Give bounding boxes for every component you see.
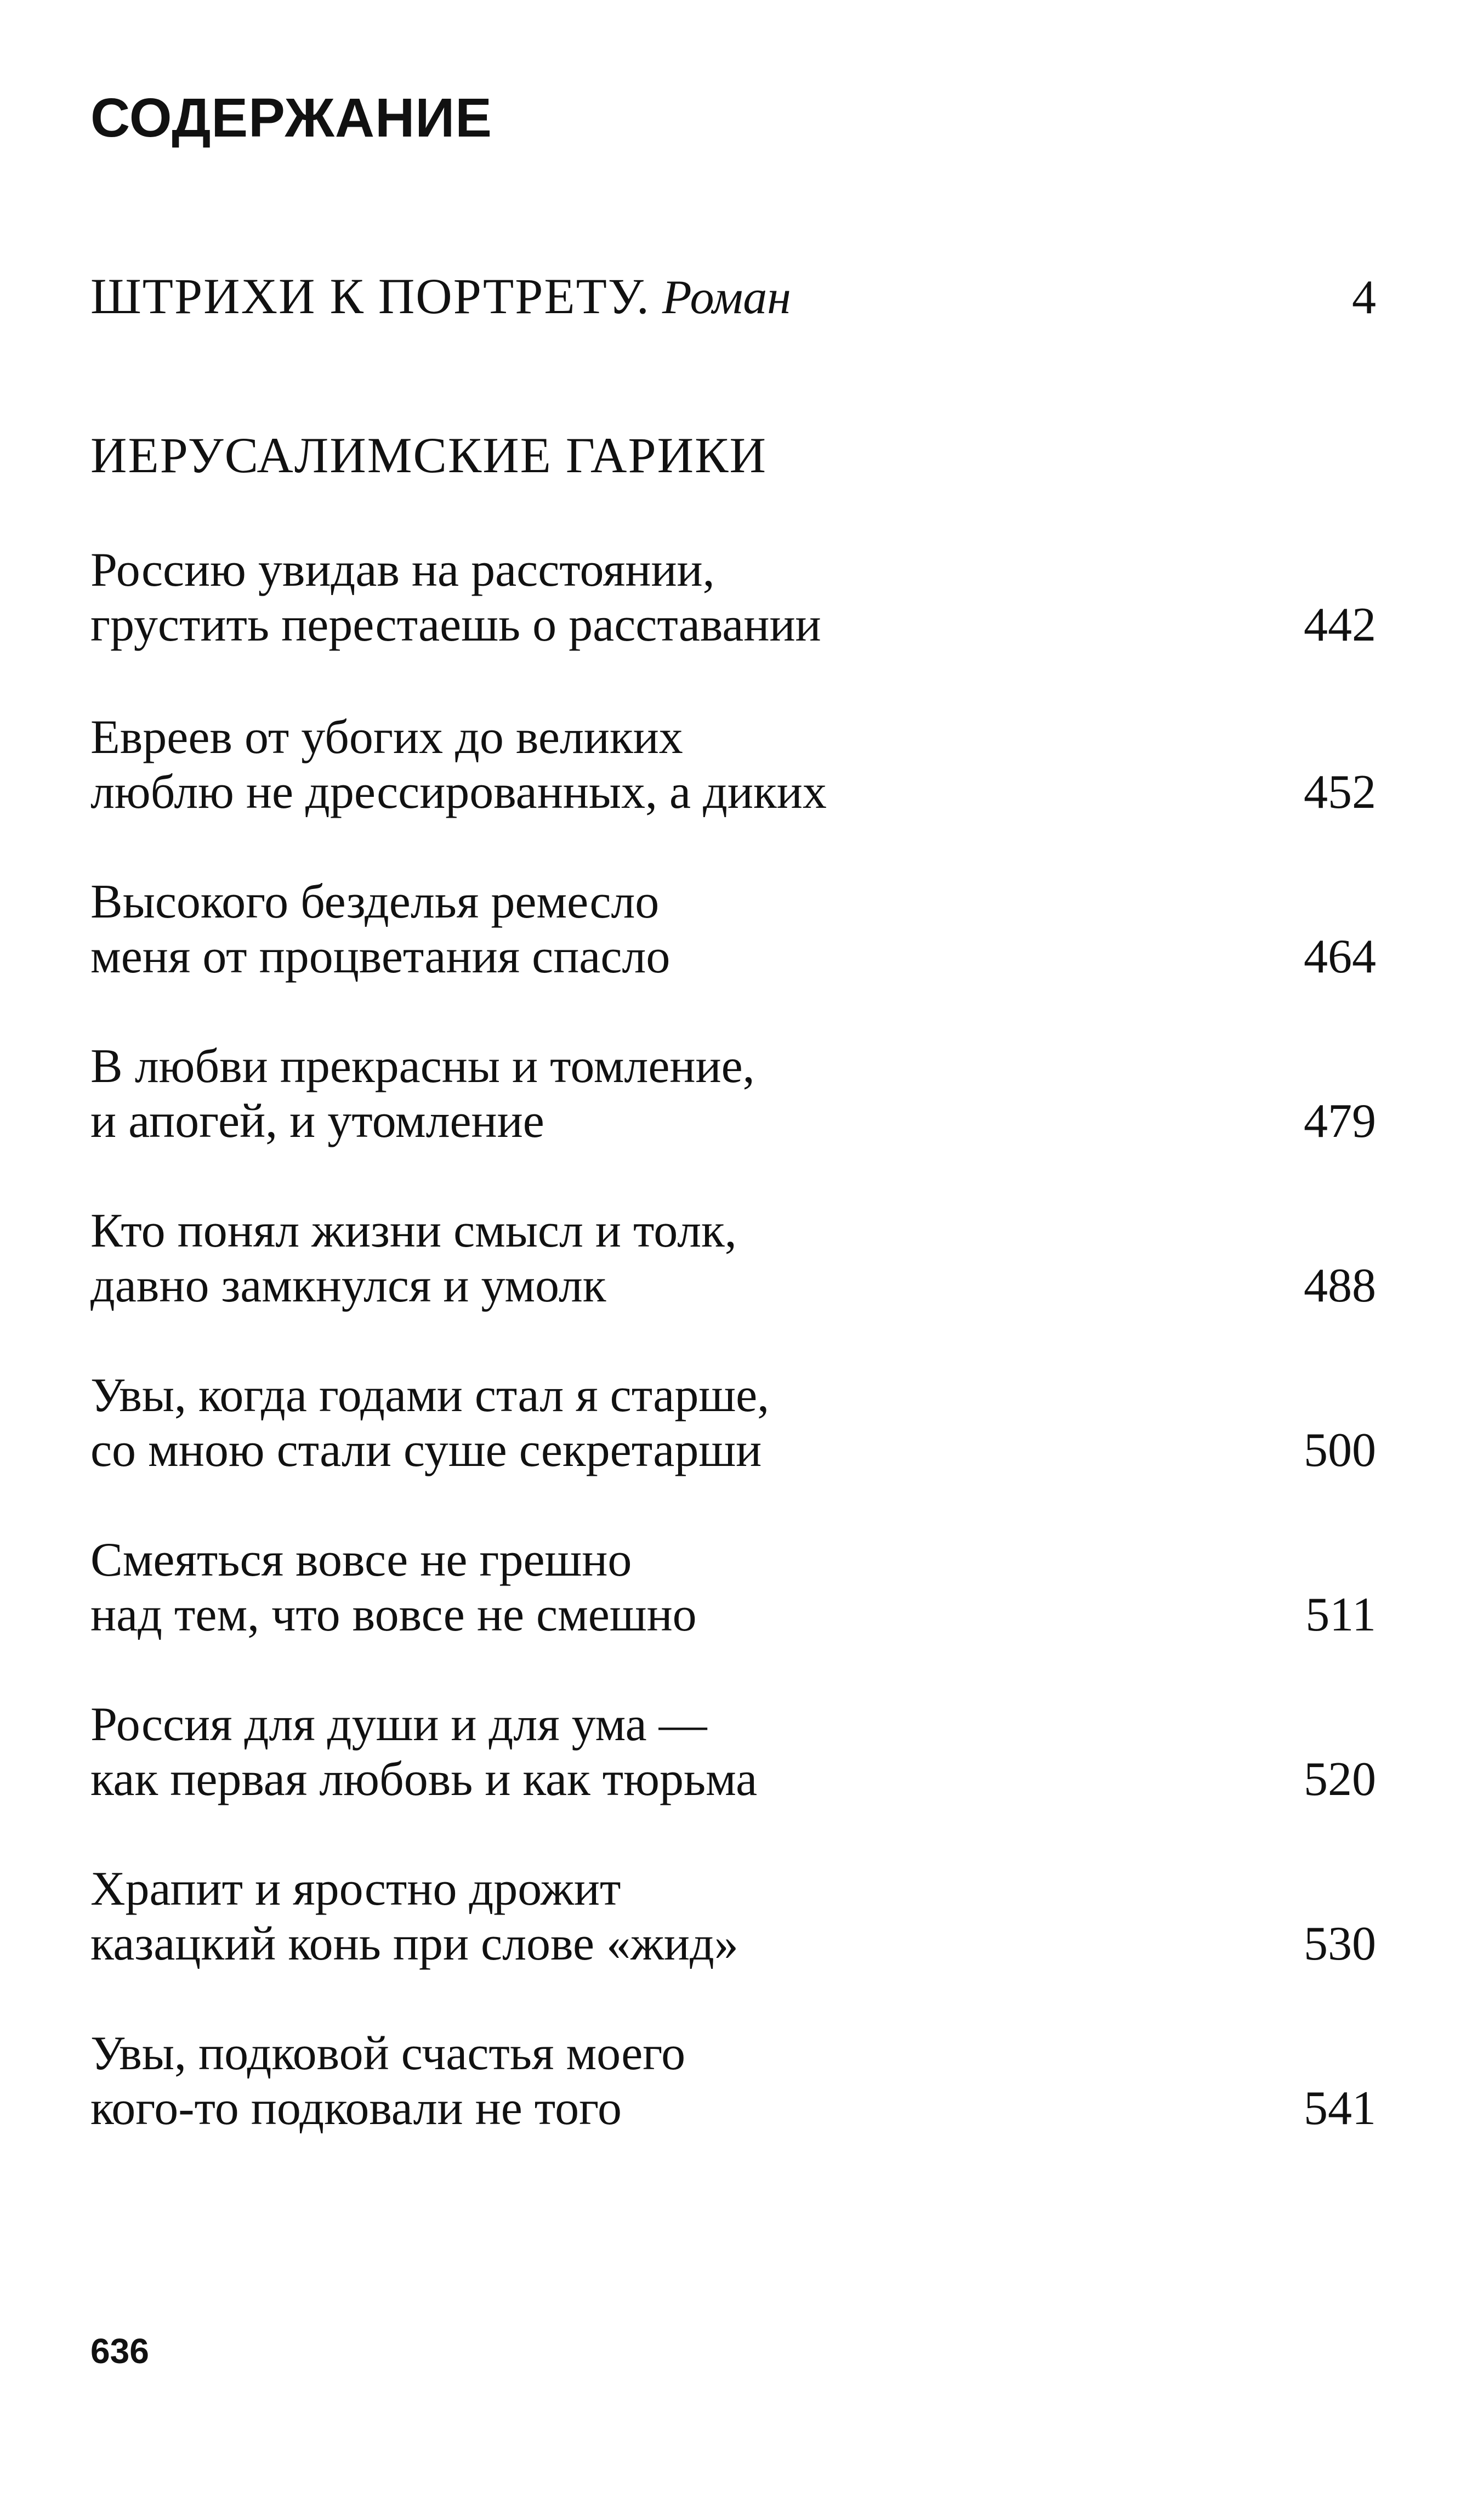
toc-entry <box>90 710 1376 820</box>
toc-entry-line-2: как первая любовь и как тюрьма <box>90 1753 758 1806</box>
toc-page-number: 500 <box>1304 1424 1376 1477</box>
toc-entry-line-2: кого-то подковали не того <box>90 2082 622 2135</box>
toc-entry-line-2: давно замкнулся и умолк <box>90 1259 606 1312</box>
novel-genre: Роман <box>662 271 791 324</box>
toc-entry-line-1: Смеяться вовсе не грешно <box>90 1533 632 1587</box>
toc-entry <box>90 543 1376 653</box>
toc-entry-line-1: Россия для души и для ума — <box>90 1698 707 1751</box>
toc-page-number: 541 <box>1304 2082 1376 2135</box>
toc-entry-title <box>90 269 1376 325</box>
toc-entry-line-1: Кто понял жизни смысл и толк, <box>90 1204 737 1258</box>
toc-page-number: 452 <box>1304 766 1376 819</box>
section-title: ИЕРУСАЛИМСКИЕ ГАРИКИ <box>90 427 767 483</box>
toc-entry-line-1: В любви прекрасны и томление, <box>90 1040 755 1093</box>
toc-entry-line-2: и апогей, и утомление <box>90 1095 544 1148</box>
toc-entry <box>90 1039 1376 1149</box>
toc-entry-line-1: Увы, подковой счастья моего <box>90 2027 686 2080</box>
toc-entry-line-2: казацкий конь при слове «жид» <box>90 1917 738 1970</box>
toc-entry-line-2: грустить перестаешь о расставании <box>90 598 821 652</box>
toc-entry <box>90 1204 1376 1313</box>
toc-entry-line-1: Храпит и яростно дрожит <box>90 1862 621 1916</box>
toc-page-number: 488 <box>1304 1259 1376 1312</box>
toc-page-number: 530 <box>1304 1917 1376 1970</box>
toc-entry-line-2: со мною стали суше секретарши <box>90 1424 762 1477</box>
toc-page-number: 442 <box>1304 598 1376 652</box>
toc-page-number: 511 <box>1305 1588 1376 1641</box>
toc-entry-novel <box>90 269 1376 325</box>
toc-page-number: 479 <box>1304 1095 1376 1148</box>
toc-entry <box>90 1533 1376 1643</box>
toc-page-number: 464 <box>1304 930 1376 983</box>
toc-entry-line-1: Евреев от убогих до великих <box>90 711 683 764</box>
toc-page-number: 520 <box>1304 1753 1376 1806</box>
novel-title: ШТРИХИ К ПОРТРЕТУ. <box>90 268 650 324</box>
toc-entry <box>90 1368 1376 1478</box>
contents-heading: СОДЕРЖАНИЕ <box>90 87 492 149</box>
toc-entry-line-1: Россию увидав на расстоянии, <box>90 543 715 597</box>
toc-page-number: 4 <box>1352 271 1376 324</box>
toc-entry-line-2: люблю не дрессированных, а диких <box>90 766 827 819</box>
toc-entry-line-1: Увы, когда годами стал я старше, <box>90 1369 770 1422</box>
toc-entry-line-1: Высокого безделья ремесло <box>90 875 660 928</box>
toc-entry-line-2: меня от процветания спасло <box>90 930 671 983</box>
toc-entry <box>90 2026 1376 2136</box>
toc-entry-line-2: над тем, что вовсе не смешно <box>90 1588 697 1641</box>
toc-entry <box>90 1862 1376 1972</box>
toc-entry <box>90 1697 1376 1807</box>
toc-entry <box>90 875 1376 984</box>
page-number-folio: 636 <box>90 2331 149 2371</box>
